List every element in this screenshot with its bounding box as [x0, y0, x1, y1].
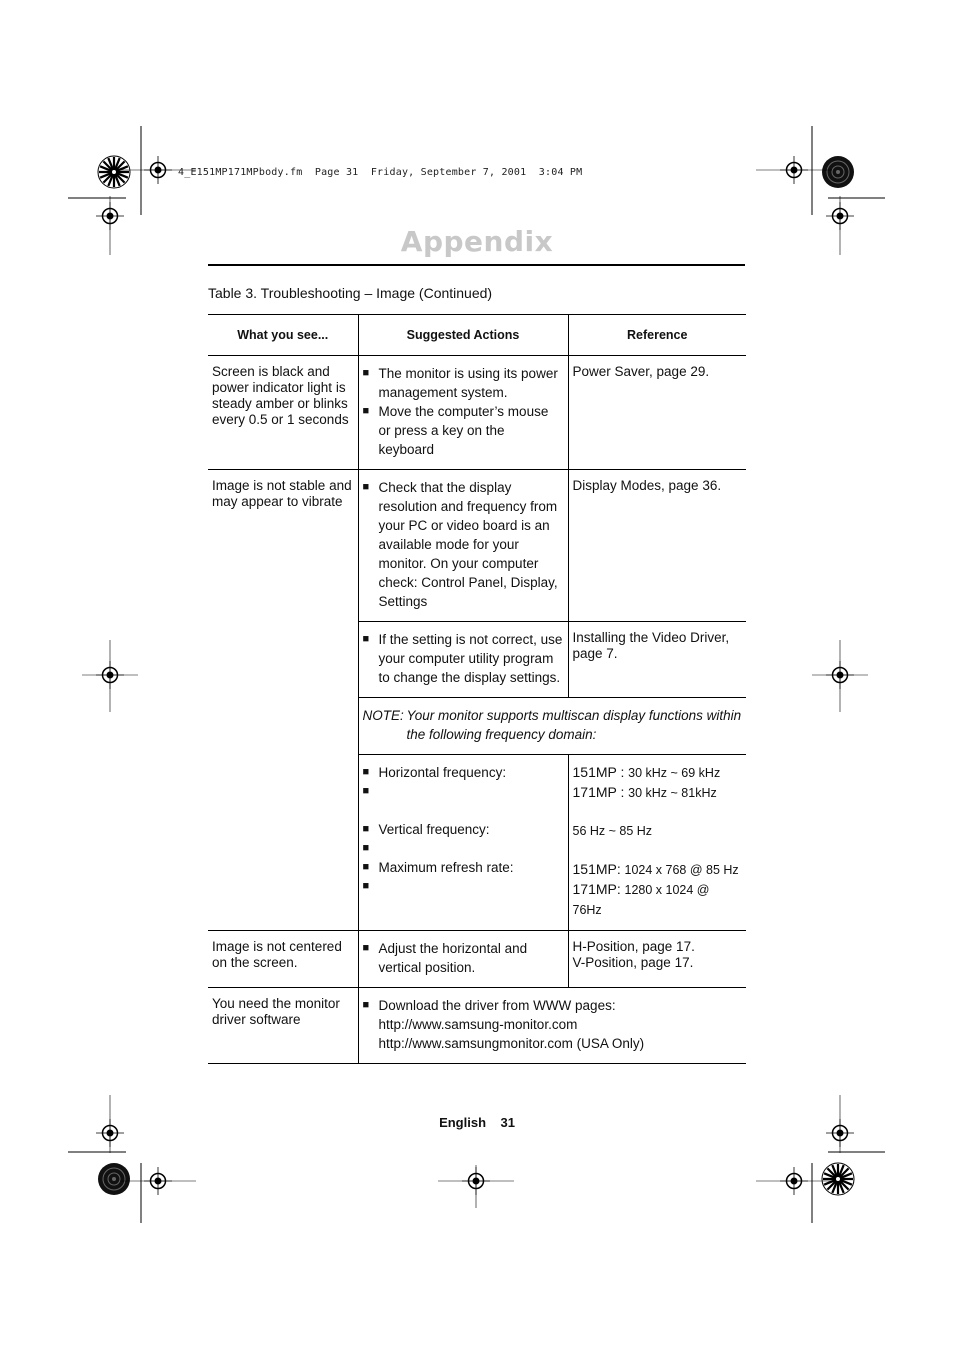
symptom-cell: Screen is black and power indicator light is steady amber or blinks every 0.5 or 1 seconds [208, 356, 358, 470]
max-refresh-label: ■ Maximum refresh rate: [363, 858, 564, 877]
page-title: Appendix [400, 225, 554, 258]
table-header-row [208, 315, 746, 356]
url-link[interactable]: http://www.samsungmonitor.com (USA Only) [378, 1036, 645, 1051]
action-item: ■ Adjust the horizontal and vertical position. [363, 939, 564, 977]
table-row [208, 470, 746, 622]
vertical-frequency-value: 56 Hz ~ 85 Hz [572, 824, 653, 838]
actions-cell [358, 931, 568, 988]
table-row [208, 931, 746, 988]
troubleshooting-table [208, 314, 746, 1064]
page-number: 31 [500, 1115, 515, 1130]
reference-line: H-Position, page 17. [572, 939, 695, 954]
model-label: 151MP: [572, 861, 621, 877]
actions-cell [358, 988, 746, 1064]
frequency-values-cell [568, 755, 746, 931]
note-text: Your monitor supports multiscan display functions within [406, 708, 742, 723]
actions-cell [358, 622, 568, 698]
note-cell [358, 698, 746, 755]
header-suggested-actions: Suggested Actions [358, 315, 568, 356]
actions-cell [358, 470, 568, 622]
reference-cell: Power Saver, page 29. [568, 356, 746, 470]
note-label: NOTE: [362, 708, 404, 723]
spacer [363, 782, 564, 820]
action-item: ■ If the setting is not correct, use your computer utility program to change the display settings. [363, 630, 564, 687]
horizontal-frequency-label: ■ Horizontal frequency: [363, 763, 564, 782]
print-info: 4_E151MP171MPbody.fm Page 31 Friday, September 7, 2001 3:04 PM [178, 167, 583, 178]
table-caption: Table 3. Troubleshooting – Image (Continued) [208, 285, 493, 301]
table-row [208, 356, 746, 470]
action-item: ■ Move the computer’s mouse or press a key on the keyboard [363, 402, 564, 459]
page-footer [0, 1115, 954, 1130]
symptom-cell: You need the monitor driver software [208, 988, 358, 1064]
reference-cell [568, 931, 746, 988]
header-what-you-see: What you see... [208, 315, 358, 356]
symptom-cell: Image is not centered on the screen. [208, 931, 358, 988]
url-link[interactable]: http://www.samsung-monitor.com [378, 1017, 578, 1032]
actions-cell [358, 356, 568, 470]
frequency-value: 30 kHz ~ 81kHz [628, 786, 717, 800]
reference-line: V-Position, page 17. [572, 955, 694, 970]
refresh-value: 1280 x 1024 @ 76Hz [572, 883, 710, 917]
reference-cell: Display Modes, page 36. [568, 470, 746, 622]
reference-cell: Installing the Video Driver, page 7. [568, 622, 746, 698]
symptom-cell: Image is not stable and may appear to vibrate [208, 470, 358, 931]
model-label: 171MP: [572, 881, 621, 897]
frequency-value: 30 kHz ~ 69 kHz [628, 766, 721, 780]
spacer [363, 877, 564, 896]
model-label: 171MP : [572, 784, 625, 800]
action-item: ■ The monitor is using its power management system. [363, 364, 564, 402]
footer-language: English [439, 1115, 487, 1130]
refresh-value: 1024 x 768 @ 85 Hz [624, 863, 739, 877]
vertical-frequency-label: ■ Vertical frequency: [363, 820, 564, 839]
model-label: 151MP : [572, 764, 625, 780]
title-rule [208, 264, 745, 266]
action-item: ■ Check that the display resolution and frequency from your PC or video board is an available mode for your monitor. On your computer check: Control Panel, Display, Settings [363, 478, 564, 611]
action-text: ■ Download the driver from WWW pages: [378, 998, 616, 1013]
frequency-labels-cell [358, 755, 568, 931]
note-text-continued: the following frequency domain: [406, 727, 597, 742]
header-reference: Reference [568, 315, 746, 356]
spacer [363, 839, 564, 858]
action-item [363, 996, 743, 1053]
table-row [208, 988, 746, 1064]
